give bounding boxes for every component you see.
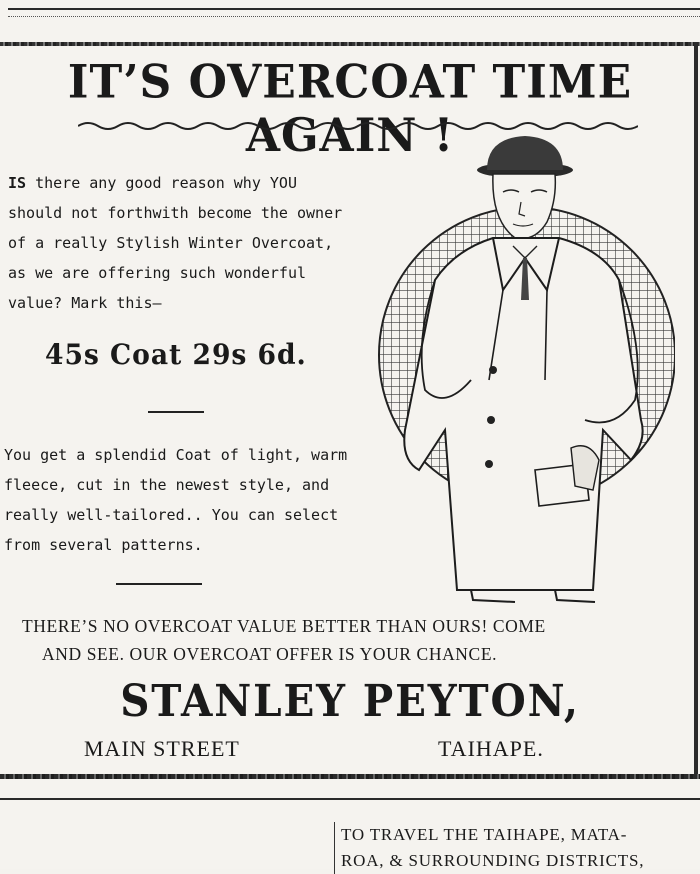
value-line-1: THERE’S NO OVERCOAT VALUE BETTER THAN OURS! COME: [22, 616, 546, 636]
ad-headline: IT’S OVERCOAT TIME AGAIN !: [67, 55, 633, 163]
separator-rule: [148, 411, 204, 413]
top-border-rule: [8, 8, 700, 17]
next-ad-line-2: ROA, & SURROUNDING DISTRICTS,: [341, 851, 645, 870]
intro-body: there any good reason why YOU should not forthwith become the owner of a really Stylish Winter Overcoat, as we are offering such wonderful value? Mark this—: [8, 174, 343, 312]
man-in-overcoat-illustration: [375, 130, 675, 610]
separator-rule-2: [116, 583, 202, 585]
merchant-name: STANLEY PEYTON,: [120, 676, 580, 727]
next-ad-line-1: TO TRAVEL THE TAIHAPE, MATA-: [341, 825, 628, 844]
ad-top-border: [0, 42, 700, 46]
value-line-2: AND SEE. OUR OVERCOAT OFFER IS YOUR CHANCE.: [42, 644, 498, 664]
next-advertisement: [334, 822, 697, 874]
street-address: MAIN STREET: [84, 736, 240, 761]
price-offer: 45s Coat 29s 6d.: [45, 338, 307, 371]
bowler-hat: [487, 136, 563, 170]
ad-bottom-border: [0, 774, 700, 779]
town-name: TAIHAPE.: [438, 736, 544, 761]
intro-paragraph: [8, 168, 360, 318]
ad-right-border: [694, 42, 698, 777]
column-rule: [0, 798, 700, 800]
details-paragraph: You get a splendid Coat of light, warm fleece, cut in the newest style, and really well-tailored.. You can select from several patterns.: [4, 446, 348, 554]
intro-lead: IS: [8, 174, 27, 192]
value-statement: [22, 612, 662, 668]
